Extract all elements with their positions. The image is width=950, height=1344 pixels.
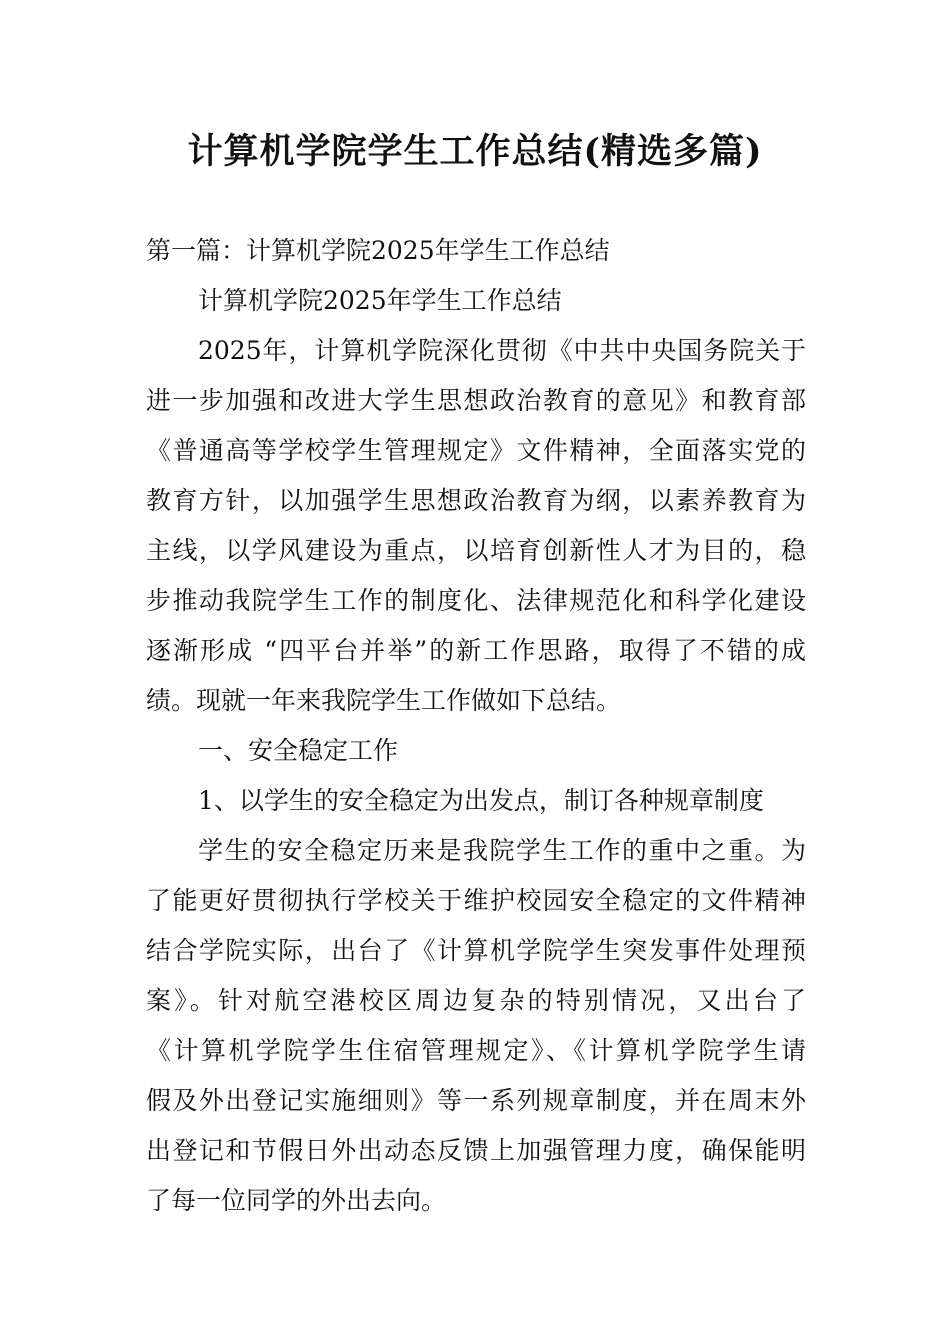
text-line: 步推动我院学生工作的制度化、法律规范化和科学化建设 xyxy=(146,586,806,615)
text-line: 案》。针对航空港校区周边复杂的特别情况，又出台了 xyxy=(146,986,806,1015)
text-line: 第一篇：计算机学院2025年学生工作总结 xyxy=(146,236,610,265)
text-line: 1、以学生的安全稳定为出发点，制订各种规章制度 xyxy=(198,786,764,815)
text-line: 绩。现就一年来我院学生工作做如下总结。 xyxy=(146,686,622,715)
text-line: 了每一位同学的外出去向。 xyxy=(146,1186,447,1215)
text-line: 一、安全稳定工作 xyxy=(198,736,399,765)
text-line: 假及外出登记实施细则》等一系列规章制度，并在周末外 xyxy=(146,1086,806,1115)
text-line: 2025年，计算机学院深化贯彻《中共中央国务院关于 xyxy=(198,336,806,365)
text-line: 主线，以学风建设为重点，以培育创新性人才为目的，稳 xyxy=(146,536,806,565)
text-line: 《计算机学院学生住宿管理规定》、《计算机学院学生请 xyxy=(146,1036,806,1065)
text-line: 了能更好贯彻执行学校关于维护校园安全稳定的文件精神 xyxy=(146,886,806,915)
document-title: 计算机学院学生工作总结(精选多篇) xyxy=(187,131,763,172)
document-body xyxy=(146,226,806,1226)
text-line: 逐渐形成 “四平台并举”的新工作思路，取得了不错的成 xyxy=(146,636,806,665)
text-line: 学生的安全稳定历来是我院学生工作的重中之重。为 xyxy=(198,836,806,865)
text-line: 教育方针，以加强学生思想政治教育为纲，以素养教育为 xyxy=(146,486,806,515)
text-line: 进一步加强和改进大学生思想政治教育的意见》和教育部 xyxy=(146,386,806,415)
text-line: 《普通高等学校学生管理规定》文件精神，全面落实党的 xyxy=(146,436,806,465)
text-line: 出登记和节假日外出动态反馈上加强管理力度，确保能明 xyxy=(146,1136,806,1165)
text-line: 结合学院实际，出台了《计算机学院学生突发事件处理预 xyxy=(146,936,806,965)
text-line: 计算机学院2025年学生工作总结 xyxy=(198,286,562,315)
